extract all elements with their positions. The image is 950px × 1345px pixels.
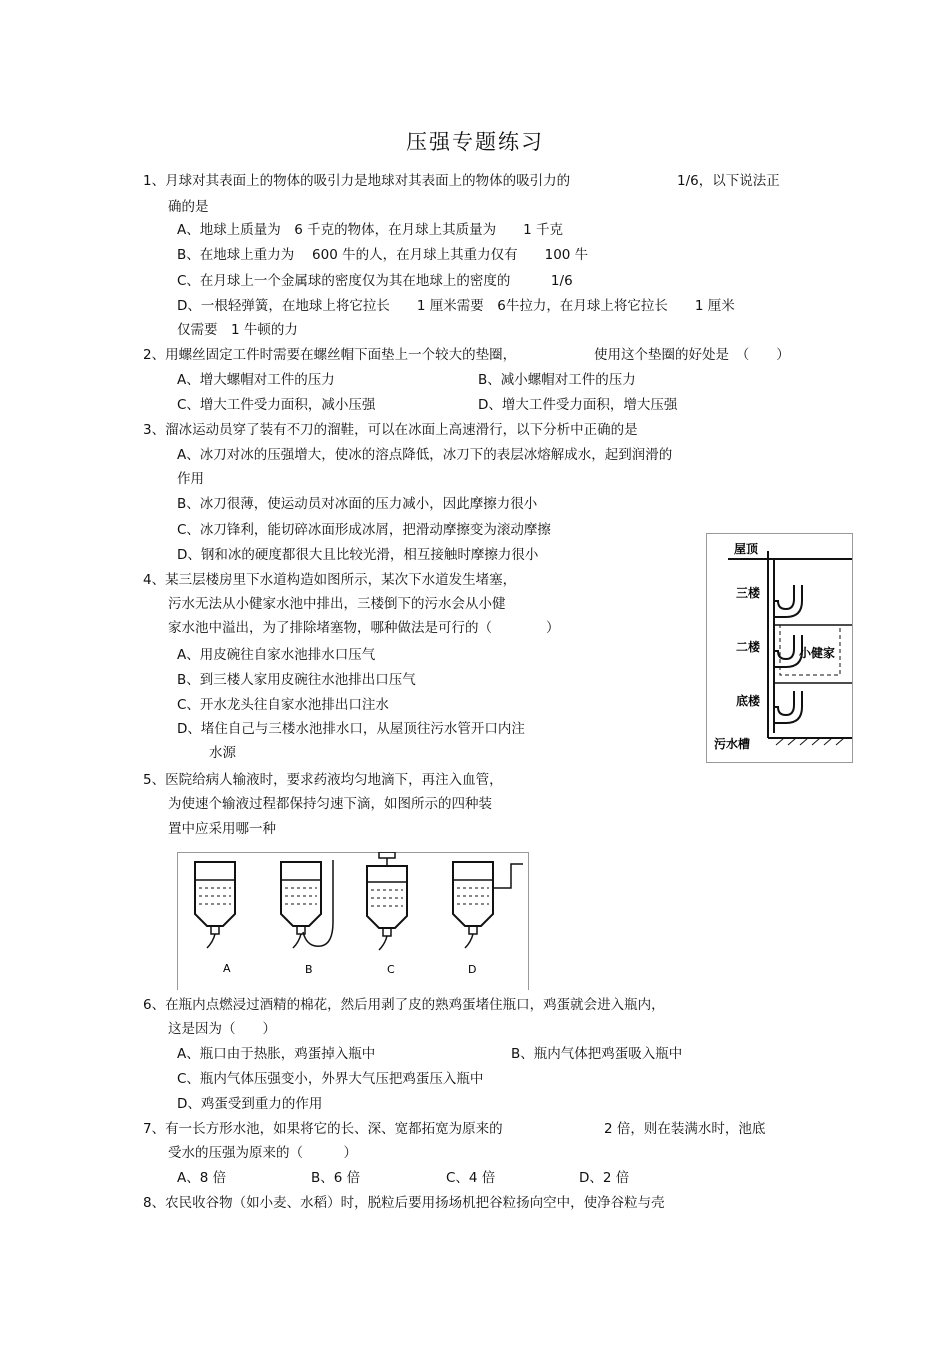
bottle-c: [367, 852, 407, 950]
label-third-floor: 三楼: [736, 586, 761, 600]
question-3-option-b: B、冰刀很薄，使运动员对冰面的压力减小，因此摩擦力很小: [177, 496, 538, 512]
question-6-option-b: B、瓶内气体把鸡蛋吸入瓶中: [511, 1046, 683, 1062]
question-6-option-a: A、瓶口由于热胀，鸡蛋掉入瓶中: [177, 1046, 376, 1062]
question-4-option-c: C、开水龙头往自家水池排出口注水: [177, 697, 389, 713]
label-second-floor: 二楼: [736, 640, 761, 654]
question-7-option-d: D、2 倍: [579, 1170, 630, 1186]
label-c: C: [387, 963, 395, 976]
question-8-stem: 8、农民收谷物（如小麦、水稻）时，脱粒后要用扬场机把谷粒扬向空中，使净谷粒与壳: [143, 1195, 665, 1211]
bottle-b: [281, 860, 333, 948]
label-sewage-tank: 污水槽: [714, 737, 751, 751]
label-roof: 屋顶: [734, 542, 759, 556]
question-5-stem-a: 5、医院给病人输液时，要求药液均匀地滴下，再注入血管，: [143, 772, 503, 788]
label-d: D: [468, 963, 477, 976]
question-4-option-b: B、到三楼人家用皮碗往水池排出口压气: [177, 672, 416, 688]
iv-drip-figure: [177, 852, 529, 990]
question-1-option-a: A、地球上质量为 6 千克的物体，在月球上其质量为 1 千克: [177, 222, 563, 238]
question-2-option-b: B、减小螺帽对工件的压力: [478, 372, 636, 388]
question-2-stem-b: 使用这个垫圈的好处是 （ ）: [594, 347, 790, 363]
question-4-stem-b: 污水无法从小健家水池中排出，三楼倒下的污水会从小健: [168, 596, 506, 612]
question-4-stem-c: 家水池中溢出，为了排除堵塞物，哪种做法是可行的（ ）: [168, 620, 560, 636]
question-6-option-d: D、鸡蛋受到重力的作用: [177, 1096, 323, 1112]
page-title: 压强专题练习: [406, 130, 544, 154]
question-3-option-a: A、冰刀对冰的压强增大，使冰的溶点降低，冰刀下的表层冰熔解成水，起到润滑的: [177, 447, 673, 463]
bottle-a: [195, 862, 235, 948]
question-1-stem-a: 1、月球对其表面上的物体的吸引力是地球对其表面上的物体的吸引力的: [143, 173, 571, 189]
question-1-option-c: C、在月球上一个金属球的密度仅为其在地球上的密度的 1/6: [177, 273, 573, 289]
question-6-stem-a: 6、在瓶内点燃浸过酒精的棉花，然后用剥了皮的熟鸡蛋堵住瓶口，鸡蛋就会进入瓶内，: [143, 997, 665, 1013]
question-1-option-d-cont: 仅需要 1 牛顿的力: [177, 322, 298, 338]
question-1-option-d: D、一根轻弹簧，在地球上将它拉长 1 厘米需要 6牛拉力，在月球上将它拉长 1 厘米: [177, 298, 735, 314]
question-4-option-d-cont: 水源: [209, 745, 236, 761]
question-6-option-c: C、瓶内气体压强变小，外界大气压把鸡蛋压入瓶中: [177, 1071, 484, 1087]
label-b: B: [305, 963, 313, 976]
question-4-option-d: D、堵住自己与三楼水池排水口，从屋顶往污水管开口内注: [177, 721, 525, 737]
label-ground-floor: 底楼: [736, 694, 761, 708]
question-4-option-a: A、用皮碗往自家水池排水口压气: [177, 647, 376, 663]
label-xiaojian-home: 小健家: [799, 646, 836, 660]
bottle-d: [453, 862, 523, 948]
question-2-option-a: A、增大螺帽对工件的压力: [177, 372, 335, 388]
question-3-option-d: D、钢和冰的硬度都很大且比较光滑，相互接触时摩擦力很小: [177, 547, 539, 563]
question-2-option-d: D、增大工件受力面积，增大压强: [478, 397, 678, 413]
question-3-option-a-cont: 作用: [177, 471, 204, 487]
question-1-stem-c: 确的是: [168, 199, 209, 215]
question-3-stem: 3、溜冰运动员穿了装有不刀的溜鞋，可以在冰面上高速滑行，以下分析中正确的是: [143, 422, 638, 438]
question-7-stem-b: 2 倍，则在装满水时，池底: [604, 1121, 766, 1137]
question-3-option-c: C、冰刀锋利，能切碎冰面形成冰屑，把滑动摩擦变为滚动摩擦: [177, 522, 551, 538]
question-7-option-b: B、6 倍: [311, 1170, 361, 1186]
label-a: A: [223, 962, 231, 975]
question-1-stem-b: 1/6，以下说法正: [677, 173, 780, 189]
question-7-stem-c: 受水的压强为原来的（ ）: [168, 1145, 357, 1161]
drainage-pipe-figure: [706, 533, 854, 763]
question-2-option-c: C、增大工件受力面积，减小压强: [177, 397, 376, 413]
question-4-stem-a: 4、某三层楼房里下水道构造如图所示，某次下水道发生堵塞，: [143, 572, 517, 588]
question-5-stem-b: 为使速个输液过程都保持匀速下滴，如图所示的四种装: [168, 796, 492, 812]
question-7-option-c: C、4 倍: [446, 1170, 496, 1186]
question-2-stem-a: 2、用螺丝固定工件时需要在螺丝帽下面垫上一个较大的垫圈，: [143, 347, 517, 363]
question-7-option-a: A、8 倍: [177, 1170, 227, 1186]
question-7-stem-a: 7、有一长方形水池，如果将它的长、深、宽都拓宽为原来的: [143, 1121, 503, 1137]
question-6-stem-b: 这是因为（ ）: [168, 1021, 276, 1037]
question-5-stem-c: 置中应采用哪一种: [168, 821, 276, 837]
question-1-option-b: B、在地球上重力为 600 牛的人，在月球上其重力仅有 100 牛: [177, 247, 589, 263]
